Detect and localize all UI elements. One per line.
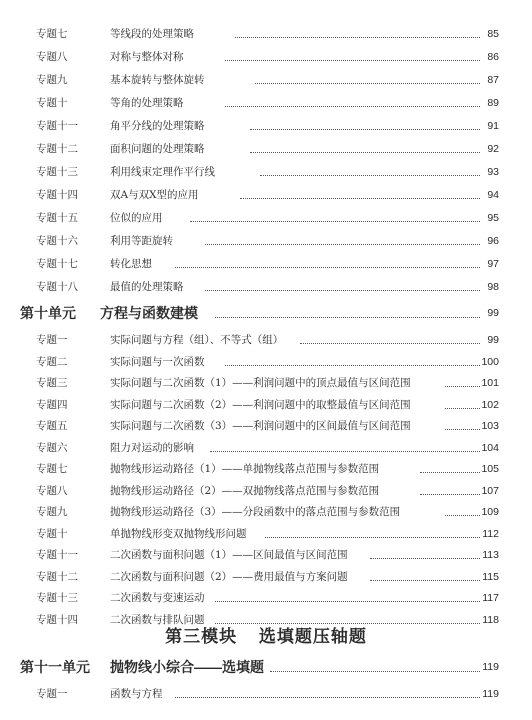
toc-entry-page: 86: [487, 51, 499, 63]
toc-entry-page: 100: [481, 356, 499, 368]
dot-leader: [190, 221, 480, 222]
toc-entry-page: 93: [487, 166, 499, 178]
toc-entry-label: 专题九: [36, 74, 68, 86]
toc-entry-label: 专题五: [36, 420, 68, 432]
toc-entry-title: 面积问题的处理策略: [110, 143, 205, 155]
toc-entry-title: 双A与双X型的应用: [110, 189, 199, 201]
toc-entry-title: 对称与整体对称: [110, 51, 184, 63]
dot-leader: [235, 37, 480, 38]
toc-entry-page: 115: [482, 571, 499, 583]
toc-entry-page: 117: [482, 592, 499, 604]
toc-entry[interactable]: [0, 502, 532, 522]
toc-entry-page: 87: [487, 74, 499, 86]
toc-entry[interactable]: [0, 231, 532, 251]
toc-entry-label: 专题八: [36, 485, 68, 497]
toc-entry-label: 专题二: [36, 356, 68, 368]
toc-entry-label: 专题十二: [36, 571, 78, 583]
toc-entry-title: 实际问题与二次函数（1）——利润问题中的顶点最值与区间范围: [110, 377, 411, 389]
toc-entry-label: 专题十二: [36, 143, 78, 155]
toc-entry[interactable]: [0, 47, 532, 67]
dot-leader: [255, 83, 480, 84]
toc-entry-page: 119: [482, 688, 499, 700]
toc-entry-title: 转化思想: [110, 258, 152, 270]
dot-leader: [270, 671, 480, 672]
toc-entry-page: 109: [481, 506, 499, 518]
toc-entry[interactable]: [0, 524, 532, 544]
toc-entry[interactable]: [0, 610, 532, 630]
dot-leader: [420, 472, 480, 473]
toc-entry-label: 专题十五: [36, 212, 78, 224]
dot-leader: [175, 267, 480, 268]
toc-entry[interactable]: [0, 70, 532, 90]
toc-entry-page: 118: [482, 614, 499, 626]
toc-entry-title: 二次函数与面积问题（1）——区间最值与区间范围: [110, 549, 348, 561]
dot-leader: [250, 152, 480, 153]
toc-entry-page: 92: [487, 143, 499, 155]
toc-entry-label: 专题七: [36, 463, 68, 475]
toc-entry-title: 单抛物线形变双抛物线形问题: [110, 528, 247, 540]
unit-page: 119: [482, 661, 499, 673]
unit-label: 第十单元: [20, 305, 76, 321]
toc-entry[interactable]: [0, 93, 532, 113]
dot-leader: [215, 317, 480, 318]
toc-entry[interactable]: [0, 162, 532, 182]
toc-entry-label: 专题十八: [36, 281, 78, 293]
toc-entry-page: 102: [481, 399, 499, 411]
toc-entry-label: 专题十四: [36, 614, 78, 626]
toc-entry-page: 103: [481, 420, 499, 432]
toc-entry[interactable]: [0, 459, 532, 479]
module-number: 第三模块: [165, 627, 238, 646]
unit-title: 抛物线小综合——选填题: [110, 659, 264, 675]
unit-title: 方程与函数建模: [100, 305, 198, 321]
dot-leader: [225, 60, 480, 61]
toc-entry-label: 专题十四: [36, 189, 78, 201]
unit-label: 第十一单元: [20, 659, 90, 675]
module-title: 选填题压轴题: [258, 627, 367, 646]
toc-entry[interactable]: [0, 481, 532, 501]
toc-entry[interactable]: [0, 395, 532, 415]
toc-entry[interactable]: [0, 588, 532, 608]
toc-entry-label: 专题十: [36, 97, 68, 109]
dot-leader: [370, 580, 480, 581]
toc-entry-title: 阻力对运动的影响: [110, 442, 194, 454]
toc-entry-label: 专题十一: [36, 120, 78, 132]
toc-entry-label: 专题三: [36, 377, 68, 389]
toc-entry-page: 96: [487, 235, 499, 247]
toc-entry[interactable]: [0, 416, 532, 436]
toc-entry-label: 专题六: [36, 442, 68, 454]
toc-entry-label: 专题十一: [36, 549, 78, 561]
toc-entry[interactable]: [0, 684, 532, 704]
toc-entry-label: 专题四: [36, 399, 68, 411]
toc-entry-title: 实际问题与方程（组）、不等式（组）: [110, 334, 284, 346]
toc-entry-label: 专题十三: [36, 166, 78, 178]
toc-entry-title: 位似的应用: [110, 212, 163, 224]
toc-entry-page: 95: [487, 212, 499, 224]
toc-entry-page: 107: [481, 485, 499, 497]
toc-entry[interactable]: [0, 277, 532, 297]
toc-entry-title: 实际问题与一次函数: [110, 356, 205, 368]
dot-leader: [445, 515, 480, 516]
toc-entry[interactable]: [0, 330, 532, 350]
toc-entry[interactable]: [0, 352, 532, 372]
toc-entry-page: 98: [487, 281, 499, 293]
toc-entry[interactable]: [0, 185, 532, 205]
toc-entry-label: 专题十六: [36, 235, 78, 247]
dot-leader: [225, 365, 480, 366]
unit-page: 99: [487, 307, 499, 319]
toc-entry[interactable]: [0, 254, 532, 274]
toc-entry-label: 专题十七: [36, 258, 78, 270]
dot-leader: [260, 175, 480, 176]
toc-entry-title: 二次函数与变速运动: [110, 592, 205, 604]
unit-heading[interactable]: [0, 300, 532, 326]
toc-entry-title: 实际问题与二次函数（3）——利润问题中的区间最值与区间范围: [110, 420, 411, 432]
toc-entry-label: 专题八: [36, 51, 68, 63]
toc-entry-label: 专题十: [36, 528, 68, 540]
toc-entry-title: 利用等距旋转: [110, 235, 173, 247]
toc-entry-page: 113: [482, 549, 499, 561]
toc-entry[interactable]: [0, 567, 532, 587]
dot-leader: [445, 386, 480, 387]
toc-entry-page: 89: [487, 97, 499, 109]
toc-entry-page: 104: [481, 442, 499, 454]
toc-entry[interactable]: [0, 373, 532, 393]
toc-entry-page: 105: [481, 463, 499, 475]
dot-leader: [215, 623, 480, 624]
toc-entry-title: 基本旋转与整体旋转: [110, 74, 205, 86]
toc-entry-title: 等线段的处理策略: [110, 28, 194, 40]
toc-entry[interactable]: [0, 438, 532, 458]
dot-leader: [370, 558, 480, 559]
toc-entry-title: 最值的处理策略: [110, 281, 184, 293]
toc-entry[interactable]: [0, 208, 532, 228]
toc-entry-title: 二次函数与排队问题: [110, 614, 205, 626]
toc-entry-page: 99: [487, 334, 499, 346]
toc-entry[interactable]: [0, 139, 532, 159]
toc-entry-label: 专题十三: [36, 592, 78, 604]
toc-entry-label: 专题九: [36, 506, 68, 518]
dot-leader: [240, 198, 480, 199]
dot-leader: [445, 429, 480, 430]
toc-entry[interactable]: [0, 116, 532, 136]
toc-entry-page: 112: [482, 528, 499, 540]
toc-entry-title: 角平分线的处理策略: [110, 120, 205, 132]
toc-entry-label: 专题一: [36, 688, 68, 700]
toc-entry-page: 94: [487, 189, 499, 201]
toc-entry[interactable]: [0, 24, 532, 44]
toc-entry-title: 二次函数与面积问题（2）——费用最值与方案问题: [110, 571, 348, 583]
toc-entry-title: 抛物线形运动路径（1）——单抛物线落点范围与参数范围: [110, 463, 380, 475]
toc-entry-page: 85: [487, 28, 499, 40]
dot-leader: [210, 451, 480, 452]
toc-entry-title: 抛物线形运动路径（3）——分段函数中的落点范围与参数范围: [110, 506, 401, 518]
toc-entry-page: 91: [487, 120, 499, 132]
dot-leader: [420, 494, 480, 495]
toc-entry-label: 专题七: [36, 28, 68, 40]
unit-heading[interactable]: [0, 654, 532, 680]
dot-leader: [205, 290, 480, 291]
toc-entry-page: 97: [487, 258, 499, 270]
dot-leader: [250, 129, 480, 130]
dot-leader: [445, 408, 480, 409]
toc-entry-title: 抛物线形运动路径（2）——双抛物线落点范围与参数范围: [110, 485, 380, 497]
toc-entry-page: 101: [481, 377, 499, 389]
dot-leader: [175, 697, 480, 698]
toc-entry-title: 函数与方程: [110, 688, 163, 700]
dot-leader: [215, 601, 480, 602]
dot-leader: [225, 106, 480, 107]
toc-entry-title: 等角的处理策略: [110, 97, 184, 109]
toc-entry[interactable]: [0, 545, 532, 565]
dot-leader: [265, 537, 480, 538]
dot-leader: [205, 244, 480, 245]
toc-entry-label: 专题一: [36, 334, 68, 346]
toc-entry-title: 实际问题与二次函数（2）——利润问题中的取整最值与区间范围: [110, 399, 411, 411]
toc-entry-title: 利用线束定理作平行线: [110, 166, 215, 178]
dot-leader: [300, 343, 480, 344]
